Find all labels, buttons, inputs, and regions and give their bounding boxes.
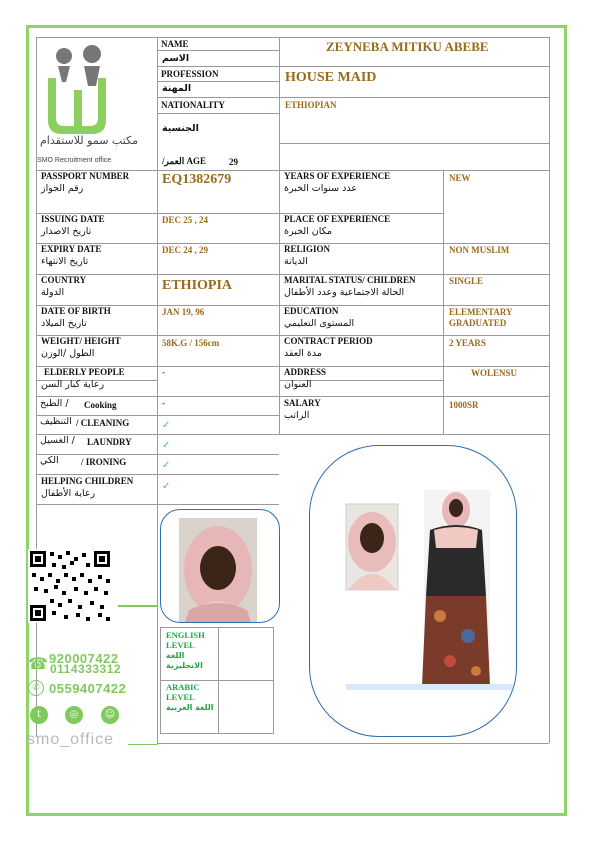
whatsapp-number: 0559407422	[49, 681, 127, 696]
left-row-label-ar: / الطبخ	[40, 398, 69, 409]
accent-line	[118, 605, 158, 607]
left-row-label: ISSUING DATE	[41, 214, 105, 224]
right-row-label-ar: المستوى التعليمي	[284, 318, 355, 329]
left-row-value: JAN 19, 96	[162, 307, 205, 317]
logo-text-ar: مكتب سمو للاستقدام	[40, 134, 138, 147]
left-row-value: EQ1382679	[162, 172, 232, 187]
name-label: NAME	[161, 39, 189, 49]
grid-line	[157, 37, 158, 743]
left-row-label-ar: رعاية الأطفال	[41, 488, 96, 499]
logo-text-en: SMO Recruitment office	[37, 157, 112, 164]
right-row-label-ar: مكان الخبرة	[284, 226, 332, 237]
grid-line	[157, 81, 279, 82]
check-icon: ✓	[162, 460, 171, 471]
phone-1: 920007422	[49, 651, 119, 666]
right-row-label: EDUCATION	[284, 306, 339, 316]
grid-line	[157, 97, 549, 98]
grid-line	[36, 504, 279, 505]
right-row-value: ELEMENTARY GRADUATED	[449, 307, 513, 328]
left-row-label-ar: الدولة	[41, 287, 65, 298]
left-row-label-ar: / الغسيل	[40, 435, 75, 446]
portrait-photo	[161, 510, 279, 622]
nationality-value: ETHIOPIAN	[285, 100, 337, 110]
left-row-label: DATE OF BIRTH	[41, 306, 111, 316]
left-row-value: -	[162, 398, 165, 408]
portrait-photo-frame	[160, 509, 280, 623]
left-row-value: DEC 25 , 24	[162, 215, 209, 225]
logo-mark-icon	[40, 42, 152, 172]
left-row-label: / IRONING	[81, 457, 127, 467]
right-row-label: RELIGION	[284, 244, 331, 254]
grid-line	[157, 66, 549, 67]
right-row-value: NEW	[449, 173, 471, 183]
check-icon: ✓	[162, 420, 171, 431]
english-level-label-ar: اللغة الانجليزية	[166, 651, 203, 670]
right-row-label: CONTRACT PERIOD	[284, 336, 373, 346]
right-row-label-ar: العنوان	[284, 379, 312, 390]
right-row-value: 1000SR	[449, 400, 479, 410]
left-row-label: EXPIRY DATE	[41, 244, 102, 254]
nationality-label-ar: الجنسية	[162, 123, 199, 134]
grid-line	[36, 474, 279, 475]
left-row-label-ar: تاريخ الانتهاء	[41, 256, 89, 267]
right-row-label-ar: الحالة الاجتماعية وعدد الأطفال	[284, 287, 405, 298]
full-body-photo	[310, 446, 516, 736]
profession-value: HOUSE MAID	[285, 70, 377, 85]
profession-label: PROFESSION	[161, 69, 219, 79]
left-row-label-ar: الطول /الوزن	[41, 348, 95, 359]
left-row-label-ar: تاريخ الاصدار	[41, 226, 92, 237]
grid-line	[36, 396, 549, 397]
name-value: ZEYNEBA MITIKU ABEBE	[326, 39, 489, 54]
grid-line	[36, 37, 550, 38]
grid-line	[36, 415, 279, 416]
snapchat-icon: ☺	[101, 706, 119, 724]
instagram-icon: ◎	[65, 706, 83, 724]
right-row-label: YEARS OF EXPERIENCE	[284, 171, 391, 181]
left-row-label: COUNTRY	[41, 275, 87, 285]
check-icon: ✓	[162, 440, 171, 451]
grid-line	[36, 37, 37, 737]
right-row-value: SINGLE	[449, 276, 484, 286]
left-row-value: DEC 24 , 29	[162, 245, 209, 255]
nationality-label: NATIONALITY	[161, 100, 225, 110]
grid-line	[279, 143, 549, 144]
left-row-value: ETHIOPIA	[162, 278, 233, 293]
social-handle: smo_office	[27, 731, 115, 748]
qr-code	[28, 549, 112, 623]
profession-label-ar: المهنة	[162, 83, 192, 94]
full-body-photo-frame	[309, 445, 517, 737]
left-row-label: Cooking	[84, 400, 117, 410]
grid-line	[36, 454, 279, 455]
left-row-label-ar: تاريخ الميلاد	[41, 318, 87, 329]
right-row-label-ar: الراتب	[284, 410, 310, 421]
right-row-label: ADDRESS	[284, 367, 327, 377]
grid-line	[443, 170, 444, 434]
left-row-label: ELDERLY PEOPLE	[44, 367, 125, 377]
left-row-label-ar: رعاية كبار السن	[41, 379, 105, 390]
left-row-label-ar: رقم الجواز	[41, 183, 84, 194]
age-value: 29	[229, 157, 238, 167]
left-row-label: / CLEANING	[76, 418, 130, 428]
left-row-label: WEIGHT/ HEIGHT	[41, 336, 121, 346]
english-level-label: ENGLISH LEVEL	[166, 630, 205, 650]
left-row-label: LAUNDRY	[87, 437, 132, 447]
name-label-ar: الاسم	[162, 53, 190, 64]
right-row-label-ar: الديانة	[284, 256, 308, 267]
phone-icon: ☎	[28, 654, 48, 673]
left-row-label-ar: الكي	[40, 455, 59, 466]
phone-2: 0114333312	[50, 662, 122, 676]
whatsapp-icon: ✆	[28, 680, 44, 696]
grid-line	[549, 37, 550, 743]
grid-line	[36, 434, 549, 435]
right-row-label: SALARY	[284, 398, 321, 408]
left-row-label: PASSPORT NUMBER	[41, 171, 130, 181]
right-row-label-ar: مدة العقد	[284, 348, 322, 359]
arabic-level-label-ar: اللغة العربية	[166, 703, 214, 712]
left-row-value: -	[162, 367, 165, 377]
grid-line	[157, 113, 279, 114]
right-row-value: NON MUSLIM	[449, 245, 510, 255]
left-row-value: 58K.G / 156cm	[162, 338, 220, 348]
qr-code-icon	[28, 549, 112, 623]
grid-line	[157, 743, 549, 744]
age-label: /العمر AGE	[162, 156, 207, 166]
arabic-level-label: ARABIC LEVEL	[166, 682, 200, 702]
right-row-label: MARITAL STATUS/ CHILDREN	[284, 275, 416, 285]
right-row-label-ar: عدد سنوات الخبرة	[284, 183, 357, 194]
check-icon: ✓	[162, 481, 171, 492]
right-row-value: WOLENSU	[471, 368, 518, 378]
left-row-label-ar: التنظيف	[40, 416, 72, 427]
twitter-icon: t	[30, 706, 48, 724]
accent-line	[128, 744, 158, 745]
smo-logo	[40, 42, 152, 172]
left-row-label: HELPING CHILDREN	[41, 476, 134, 486]
right-row-label: PLACE OF EXPERIENCE	[284, 214, 391, 224]
grid-line	[157, 50, 279, 51]
right-row-value: 2 YEARS	[449, 338, 486, 348]
